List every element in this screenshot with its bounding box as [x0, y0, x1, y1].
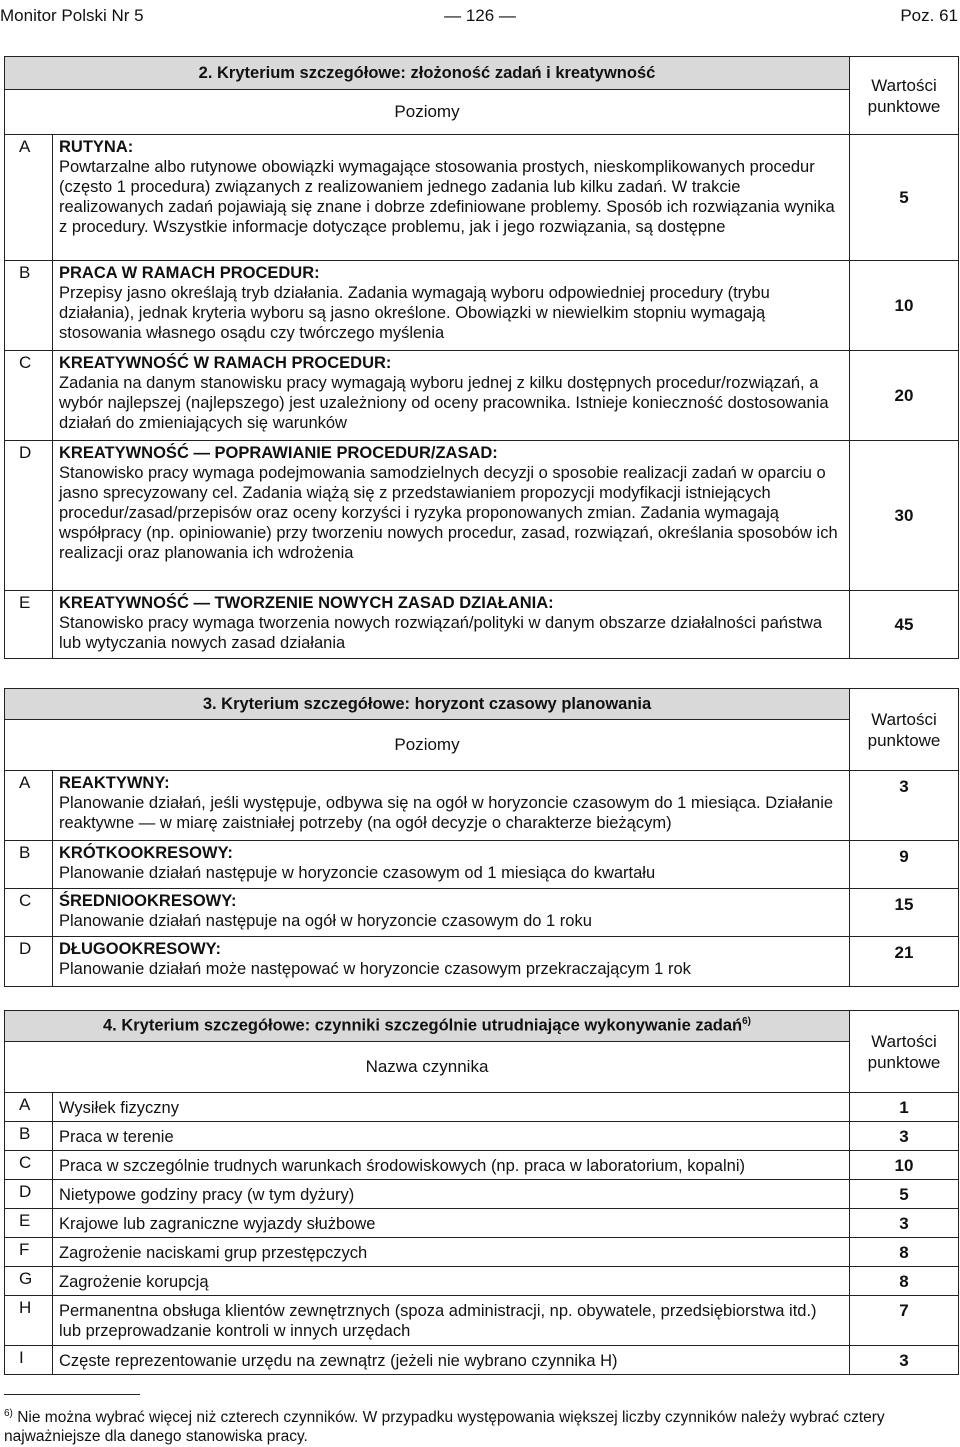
table-row — [5, 1180, 959, 1209]
row-content: Wysiłek fizyczny — [53, 1093, 850, 1122]
footnote-rule — [4, 1394, 140, 1395]
row-letter: F — [5, 1238, 53, 1267]
row-letter: D — [5, 441, 53, 591]
row-points: 9 — [850, 841, 959, 889]
footnote — [4, 1404, 958, 1446]
row-content: Permanentna obsługa klientów zewnętrznych (spoza administracji, np. obywatele, przedsiębiorstwa itd.) lub przeprowadzanie kontroli w innych urzędach — [53, 1296, 850, 1346]
row-letter: D — [5, 937, 53, 987]
table-row — [5, 1238, 959, 1267]
table-row — [5, 889, 959, 937]
row-content: PRACA W RAMACH PROCEDUR: Przepisy jasno określają tryb działania. Zadania wymagają wyboru odpowiedniej procedury (trybu działania), jednak kryteria wyboru są jasno określone. Obowiązki w niewielkim stopniu wymagają stosowania własnego osądu czy twórczego myślenia — [53, 261, 850, 351]
table-row — [5, 771, 959, 841]
row-letter: C — [5, 351, 53, 441]
points-header: Wartości punktowe — [850, 1011, 959, 1093]
table-row — [5, 1093, 959, 1122]
table-row — [5, 135, 959, 261]
row-points: 21 — [850, 937, 959, 987]
row-content: KREATYWNOŚĆ W RAMACH PROCEDUR: Zadania na danym stanowisku pracy wymagają wyboru jednej z kilku dostępnych procedur/rozwiązań, a wybór najlepszej (najlepszego) jest uzależniony od oceny pracownika. Istnieje konieczność dostosowania działań do zmieniających się warunków — [53, 351, 850, 441]
row-letter: A — [5, 771, 53, 841]
row-points: 5 — [850, 135, 959, 261]
points-header: Wartości punktowe — [850, 57, 959, 135]
row-points: 3 — [850, 1346, 959, 1375]
table-row — [5, 841, 959, 889]
row-content: Zagrożenie naciskami grup przestępczych — [53, 1238, 850, 1267]
row-letter: D — [5, 1180, 53, 1209]
row-points: 8 — [850, 1267, 959, 1296]
row-points: 5 — [850, 1180, 959, 1209]
table-title: 3. Kryterium szczegółowe: horyzont czasowy planowania — [5, 689, 850, 720]
footnote-text: Nie można wybrać więcej niż czterech czynników. W przypadku występowania większej liczby czynników należy wybrać cztery najważniejsze dla danego stanowiska pracy. — [4, 1409, 885, 1446]
table-row — [5, 1122, 959, 1151]
levels-header: Poziomy — [5, 90, 850, 135]
row-content: KREATYWNOŚĆ — POPRAWIANIE PROCEDUR/ZASAD: Stanowisko pracy wymaga podejmowania samodzielnych decyzji o sposobie realizacji zadań w oparciu o jasno sprecyzowany cel. Zadania wiążą się z przedstawianiem propozycji modyfikacji istniejących procedur/zasad/przepisów oraz oceny korzyści i ryzyka proponowanych zmian. Zadania wymagają współpracy (np. opiniowanie) przy tworzeniu nowych procedur, zasad, rozwiązań, określania sposobów ich realizacji oraz planowania ich wdrożenia — [53, 441, 850, 591]
row-letter: B — [5, 1122, 53, 1151]
levels-header: Poziomy — [5, 720, 850, 771]
row-content: REAKTYWNY: Planowanie działań, jeśli występuje, odbywa się na ogół w horyzoncie czasowym do 1 miesiąca. Działanie reaktywne — w miarę zaistniałej potrzeby (na ogół decyzje o charakterze bieżącym) — [53, 771, 850, 841]
row-points: 8 — [850, 1238, 959, 1267]
row-letter: E — [5, 1209, 53, 1238]
table-title: 4. Kryterium szczegółowe: czynniki szczególnie utrudniające wykonywanie zadań$^{6)}$ — [5, 1011, 850, 1042]
table-criterion-2 — [4, 56, 959, 659]
table-row — [5, 937, 959, 987]
row-content: DŁUGOOKRESOWY: Planowanie działań może następować w horyzoncie czasowym przekraczającym 1 rok — [53, 937, 850, 987]
row-letter: A — [5, 1093, 53, 1122]
table-criterion-4 — [4, 1010, 959, 1375]
row-points: 3 — [850, 771, 959, 841]
table-title: 2. Kryterium szczegółowe: złożoność zadań i kreatywność — [5, 57, 850, 90]
row-points: 10 — [850, 261, 959, 351]
table-criterion-3 — [4, 688, 959, 987]
journal-name: Monitor Polski Nr 5 — [0, 6, 144, 25]
page-header — [0, 0, 960, 36]
table-row — [5, 1346, 959, 1375]
table-row — [5, 591, 959, 659]
item-number: Poz. 61 — [900, 6, 958, 25]
row-content: Zagrożenie korupcją — [53, 1267, 850, 1296]
row-points: 3 — [850, 1122, 959, 1151]
row-points: 10 — [850, 1151, 959, 1180]
row-points: 3 — [850, 1209, 959, 1238]
row-content: RUTYNA: Powtarzalne albo rutynowe obowiązki wymagające stosowania prostych, nieskomplikowanych procedur (często 1 procedura) związanych z realizowaniem jednego zadania lub kilku zadań. W trakcie realizowanych zadań pojawiają się znane i dobrze zdefiniowane problemy. Sposób ich rozwiązania wynika z procedury. Wszystkie informacje dotyczące problemu, jak i jego rozwiązania, są dostępne — [53, 135, 850, 261]
row-content: Częste reprezentowanie urzędu na zewnątrz (jeżeli nie wybrano czynnika H) — [53, 1346, 850, 1375]
name-header: Nazwa czynnika — [5, 1042, 850, 1093]
row-content: Krajowe lub zagraniczne wyjazdy służbowe — [53, 1209, 850, 1238]
table-row — [5, 441, 959, 591]
row-letter: G — [5, 1267, 53, 1296]
row-letter: H — [5, 1296, 53, 1346]
row-content: KREATYWNOŚĆ — TWORZENIE NOWYCH ZASAD DZIAŁANIA: Stanowisko pracy wymaga tworzenia nowych rozwiązań/polityki w danym obszarze działalności państwa lub wytyczania nowych zasad działania — [53, 591, 850, 659]
row-content: KRÓTKOOKRESOWY: Planowanie działań następuje w horyzoncie czasowym od 1 miesiąca do kwartału — [53, 841, 850, 889]
row-letter: C — [5, 1151, 53, 1180]
row-letter: B — [5, 841, 53, 889]
table-row — [5, 1151, 959, 1180]
row-content: ŚREDNIOOKRESOWY: Planowanie działań następuje na ogół w horyzoncie czasowym do 1 roku — [53, 889, 850, 937]
page-number: — 126 — — [444, 6, 516, 25]
row-content: Praca w szczególnie trudnych warunkach środowiskowych (np. praca w laboratorium, kopalni) — [53, 1151, 850, 1180]
table-row — [5, 1296, 959, 1346]
points-header: Wartości punktowe — [850, 689, 959, 771]
row-letter: C — [5, 889, 53, 937]
row-points: 7 — [850, 1296, 959, 1346]
row-points: 1 — [850, 1093, 959, 1122]
table-row — [5, 351, 959, 441]
row-content: Nietypowe godziny pracy (w tym dyżury) — [53, 1180, 850, 1209]
row-letter: B — [5, 261, 53, 351]
table-row — [5, 261, 959, 351]
row-points: 15 — [850, 889, 959, 937]
row-points: 20 — [850, 351, 959, 441]
table-row — [5, 1209, 959, 1238]
row-letter: A — [5, 135, 53, 261]
row-content: Praca w terenie — [53, 1122, 850, 1151]
row-points: 30 — [850, 441, 959, 591]
table-row — [5, 1267, 959, 1296]
row-letter: E — [5, 591, 53, 659]
row-letter: I — [5, 1346, 53, 1375]
row-points: 45 — [850, 591, 959, 659]
footnote-marker: 6) — [4, 1408, 13, 1419]
